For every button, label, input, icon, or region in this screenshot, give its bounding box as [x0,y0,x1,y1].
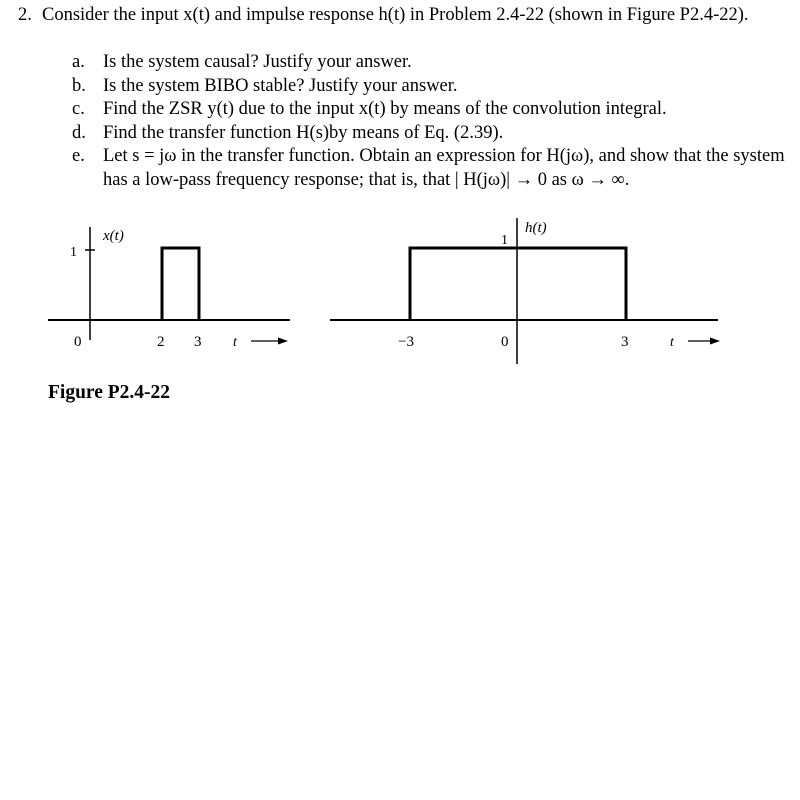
x-tick-2: 2 [157,334,165,350]
part-b [72,75,792,99]
figure-caption: Figure P2.4-22 [48,382,171,403]
h-pulse [410,248,626,320]
stem-text: Consider the input x(t) and impulse response h(t) in Problem 2.4-22 (shown in Figure P2.4-22). [42,5,749,25]
part-label: c. [72,99,85,119]
problem-number: 2. [18,5,32,25]
part-text: Let s = jω in the transfer function. Obtain an expression for H(jω), and show that the system has a low-pass frequency response; that is, that | H(jω)| → 0 as ω → ∞. [103,146,785,190]
x-tick-3: 3 [194,334,202,350]
h-arrow-head [710,338,720,345]
part-a [72,51,792,75]
h-label: h(t) [525,220,547,236]
x-pulse [162,248,199,320]
part-text: Is the system BIBO stable? Justify your answer. [103,75,458,96]
h-y-tick-label: 1 [501,233,508,248]
x-t-label: t [233,335,237,350]
part-label: b. [72,75,86,96]
problem-parts [72,51,792,192]
h-t-label: t [670,335,674,350]
figure-p2-4-22 [0,205,800,375]
part-label: d. [72,122,86,143]
part-e [72,145,792,192]
h-tick-3: 3 [621,334,629,350]
x-plot [48,227,290,350]
x-arrow-head [278,338,288,345]
part-text: Find the ZSR y(t) due to the input x(t) by means of the convolution integral. [103,99,667,119]
h-tick-neg3: −3 [398,334,414,350]
part-text: Find the transfer function H(s)by means of Eq. (2.39). [103,122,504,143]
x-origin-label: 0 [74,334,82,350]
part-d [72,122,792,146]
problem-stem [42,4,790,28]
part-c [72,98,792,122]
h-origin-label: 0 [501,334,509,350]
part-text: Is the system causal? Justify your answer. [103,52,412,72]
part-label: a. [72,52,85,72]
x-y-tick-label: 1 [70,245,77,260]
h-plot [330,218,720,364]
x-label: x(t) [103,228,124,244]
part-label: e. [72,146,85,166]
